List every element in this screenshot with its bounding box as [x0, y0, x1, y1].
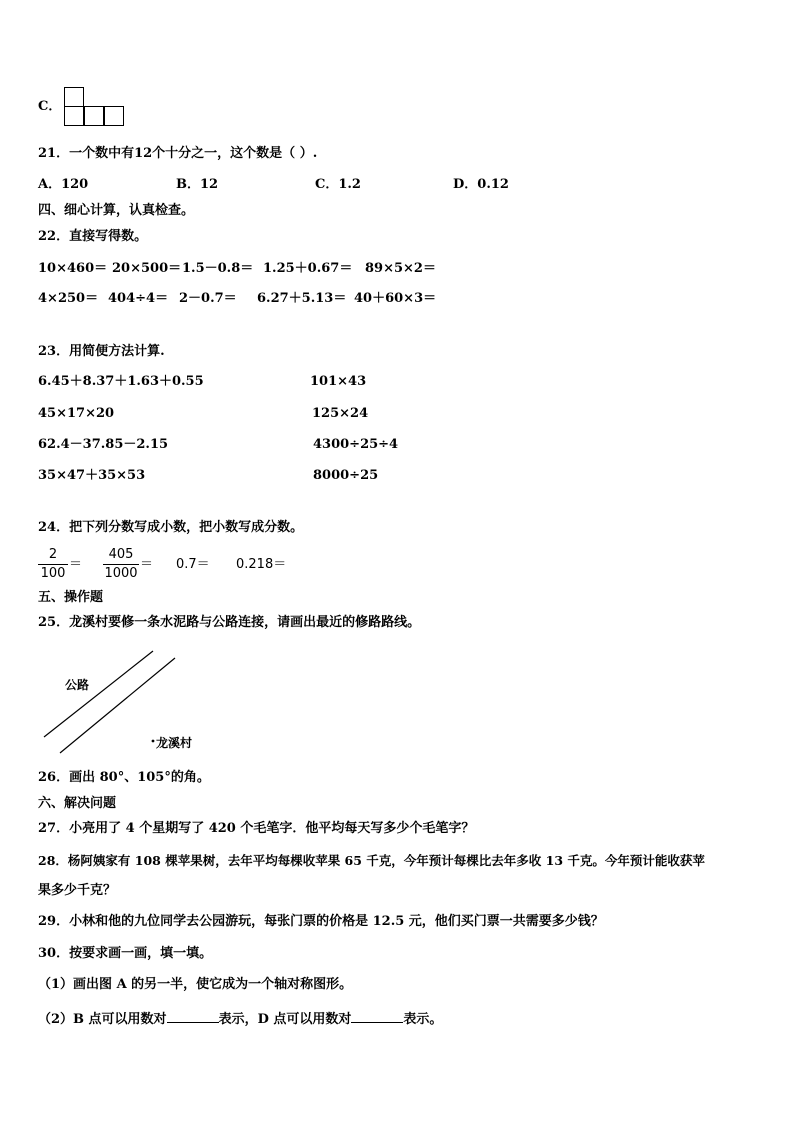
equals-sign: ＝ [140, 557, 154, 572]
q23-right-item: 4300÷25÷4 [313, 437, 399, 452]
q23-left-item: 35×47＋35×53 [38, 468, 146, 483]
q23-right-item: 125×24 [312, 406, 369, 421]
q28-line2: 果多少千克？ [38, 883, 117, 898]
q21-option-c: C．1.2 [315, 177, 361, 192]
equals-sign: ＝ [69, 557, 83, 572]
l-shape-figure [64, 87, 128, 129]
q30-sub2: （2）B 点可以用数对 表示，D 点可以用数对 表示。 [38, 1012, 443, 1027]
fraction-1: 2 100 [38, 547, 68, 582]
q22-r2-item: 2－0.7＝ [179, 291, 237, 306]
section6-heading: 六、解决问题 [38, 796, 117, 811]
q22-r2-item: 4×250＝ [38, 291, 99, 306]
section4-heading: 四、细心计算，认真检查。 [38, 203, 195, 218]
q23-right-item: 8000÷25 [313, 468, 379, 483]
q22-r2-item: 6.27＋5.13＝ [257, 291, 347, 306]
decimal-1: 0.7＝ [176, 557, 210, 572]
road-label: 公路 [65, 678, 90, 692]
village-point [152, 740, 155, 743]
q23-left-item: 62.4－37.85－2.15 [38, 437, 169, 452]
q28-line1: 28．杨阿姨家有 108 棵苹果树，去年平均每棵收苹果 65 千克，今年预计每棵比去年多收 13 千克。今年预计能收获苹 [38, 853, 705, 868]
q21-option-b: B．12 [176, 177, 219, 192]
q29: 29．小林和他的九位同学去公园游玩，每张门票的价格是 12.5 元，他们买门票一共需要多少钱？ [38, 914, 604, 929]
q23-title: 23．用简便方法计算. [38, 344, 165, 359]
q26: 26．画出 80°、105°的角。 [38, 770, 210, 785]
section5-heading: 五、操作题 [38, 590, 104, 605]
q22-r1-item: 1.25＋0.67＝ [263, 261, 353, 276]
fraction-2: 405 1000 [104, 547, 138, 581]
q30-sub1: （1）画出图 A 的另一半，使它成为一个轴对称图形。 [38, 977, 353, 992]
q23-left-item: 6.45＋8.37＋1.63＋0.55 [38, 374, 204, 389]
q22-r2-item: 40＋60×3＝ [354, 291, 437, 306]
q22-title: 22．直接写得数。 [38, 229, 148, 244]
decimal-2: 0.218＝ [236, 557, 287, 572]
q27: 27．小亮用了 4 个星期写了 420 个毛笔字．他平均每天写多少个毛笔字？ [38, 821, 475, 836]
q22-r1-item: 89×5×2＝ [365, 261, 436, 276]
q21-option-a: A．120 [38, 177, 89, 192]
village-label: 龙溪村 [156, 736, 193, 750]
q22-r1-item: 20×500＝ [112, 261, 182, 276]
q23-left-item: 45×17×20 [38, 406, 115, 421]
option-c-label: C． [38, 99, 62, 114]
answer-blank-d[interactable] [351, 1010, 403, 1023]
q22-r1-item: 1.5－0.8＝ [182, 261, 254, 276]
q30-title: 30．按要求画一画，填一填。 [38, 946, 213, 961]
q22-r1-item: 10×460＝ [38, 261, 108, 276]
q25-title: 25．龙溪村要修一条水泥路与公路连接，请画出最近的修路路线。 [38, 615, 421, 630]
q24-title: 24．把下列分数写成小数，把小数写成分数。 [38, 520, 304, 535]
q21-question: 21．一个数中有12个十分之一，这个数是（ ）. [38, 146, 318, 161]
q21-option-d: D．0.12 [453, 177, 509, 192]
answer-blank-b[interactable] [167, 1010, 219, 1023]
q23-right-item: 101×43 [310, 374, 367, 389]
q22-r2-item: 404÷4＝ [108, 291, 169, 306]
road-line-1 [44, 651, 153, 737]
